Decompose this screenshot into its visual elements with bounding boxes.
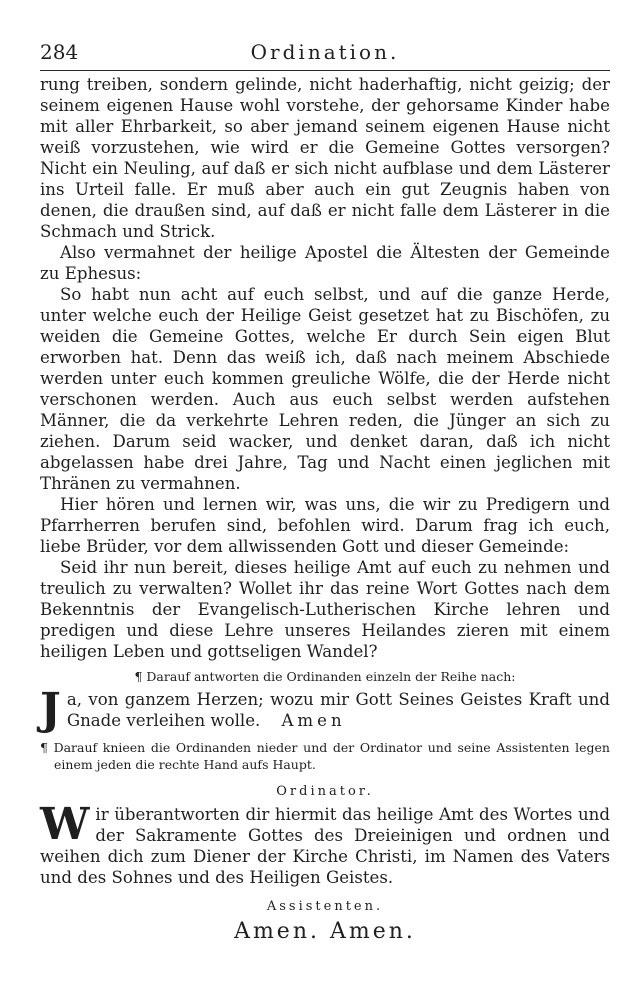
drop-cap-w: W (40, 799, 90, 850)
paragraph-continuation: rung treiben, sondern gelinde, nicht haderhaftig, nicht geizig; der seinem eigenen Hause wohl vorstehe, der gehorsame Kinder habe mit aller Ehrbarkeit, so aber jemand seinem eigenen Hause nicht weiß vorzustehen, wie wird er die Gemeine Gottes versorgen? Nicht ein Neuling, auf daß er sich nicht aufblase und dem Lästerer ins Urteil falle. Er muß aber auch ein gut Zeugnis haben von denen, die draußen sind, auf daß er nicht falle dem Lästerer in die Schmach und Strick. (40, 75, 610, 241)
speaker-assistants: Assistenten. (266, 899, 384, 914)
paragraph-acts-quote: So habt nun acht auf euch selbst, und auf die ganze Herde, unter welche euch der Heilige Geist gesetzet hat zu Bischöfen, zu weiden die Gemeine Gottes, welche Er durch Sein eigen Blut erworben hat. Denn das weiß ich, daß nach meinem Abschiede werden unter euch kommen greuliche Wölfe, die der Herde nicht verschonen werden. Auch aus euch selbst werden aufstehen Männer, die da verkehrte Lehren reden, die Jünger an sich zu ziehen. Darum seid wacker, und denket daran, daß ich nicht abgelassen habe drei Jahre, Tag und Nacht einen jeglichen mit Thränen zu vermahnen. (40, 285, 610, 493)
ordination-formula (40, 799, 610, 888)
speaker-ordinator: Ordinator. (276, 784, 374, 799)
body-text (40, 74, 610, 942)
page-number: 284 (40, 40, 79, 64)
page-header (40, 36, 610, 71)
answer-amen: Amen (281, 711, 346, 730)
final-amen: Amen. Amen. (234, 919, 416, 944)
rubric-laying-on-hands: ¶ Darauf knieen die Ordinanden nieder und der Ordinator und seine Assistenten legen einem jeden die rechte Hand aufs Haupt. (40, 740, 610, 772)
rubric-answer-instruction: ¶ Darauf antworten die Ordinanden einzeln der Reihe nach: (134, 669, 516, 684)
paragraph-question: Seid ihr nun bereit, dieses heilige Amt auf euch zu nehmen und treulich zu verwalten? Wollet ihr das reine Wort Gottes nach dem Bekenntnis der Evangelisch-Lutherischen Kirche lehren und predigen und diese Lehre unseres Heilandes zieren mit einem heiligen Leben und gottseligen Wandel? (40, 558, 610, 661)
ordination-text: ir überantworten dir hiermit das heilige Amt des Wortes und der Sakramente Gottes des Dreieinigen und ordnen und weihen dich zum Diener der Kirche Christi, im Namen des Vaters und des Sohnes und des Heiligen Geistes. (40, 805, 610, 887)
drop-cap-j: J (40, 684, 61, 735)
answer-text: a, von ganzem Herzen; wozu mir Gott Seines Geistes Kraft und Gnade verleihen wolle. (66, 690, 610, 730)
paragraph-exhortation: Hier hören und lernen wir, was uns, die wir zu Predigern und Pfarrherren berufen sind, befohlen wird. Darum frag ich euch, liebe Brüder, vor dem allwissenden Gott und dieser Gemeinde: (40, 495, 610, 556)
running-title: Ordination. (250, 40, 400, 64)
ordinand-answer (40, 684, 610, 735)
paragraph-apostle-intro: Also vermahnet der heilige Apostel die Ältesten der Gemeinde zu Ephesus: (40, 243, 610, 283)
